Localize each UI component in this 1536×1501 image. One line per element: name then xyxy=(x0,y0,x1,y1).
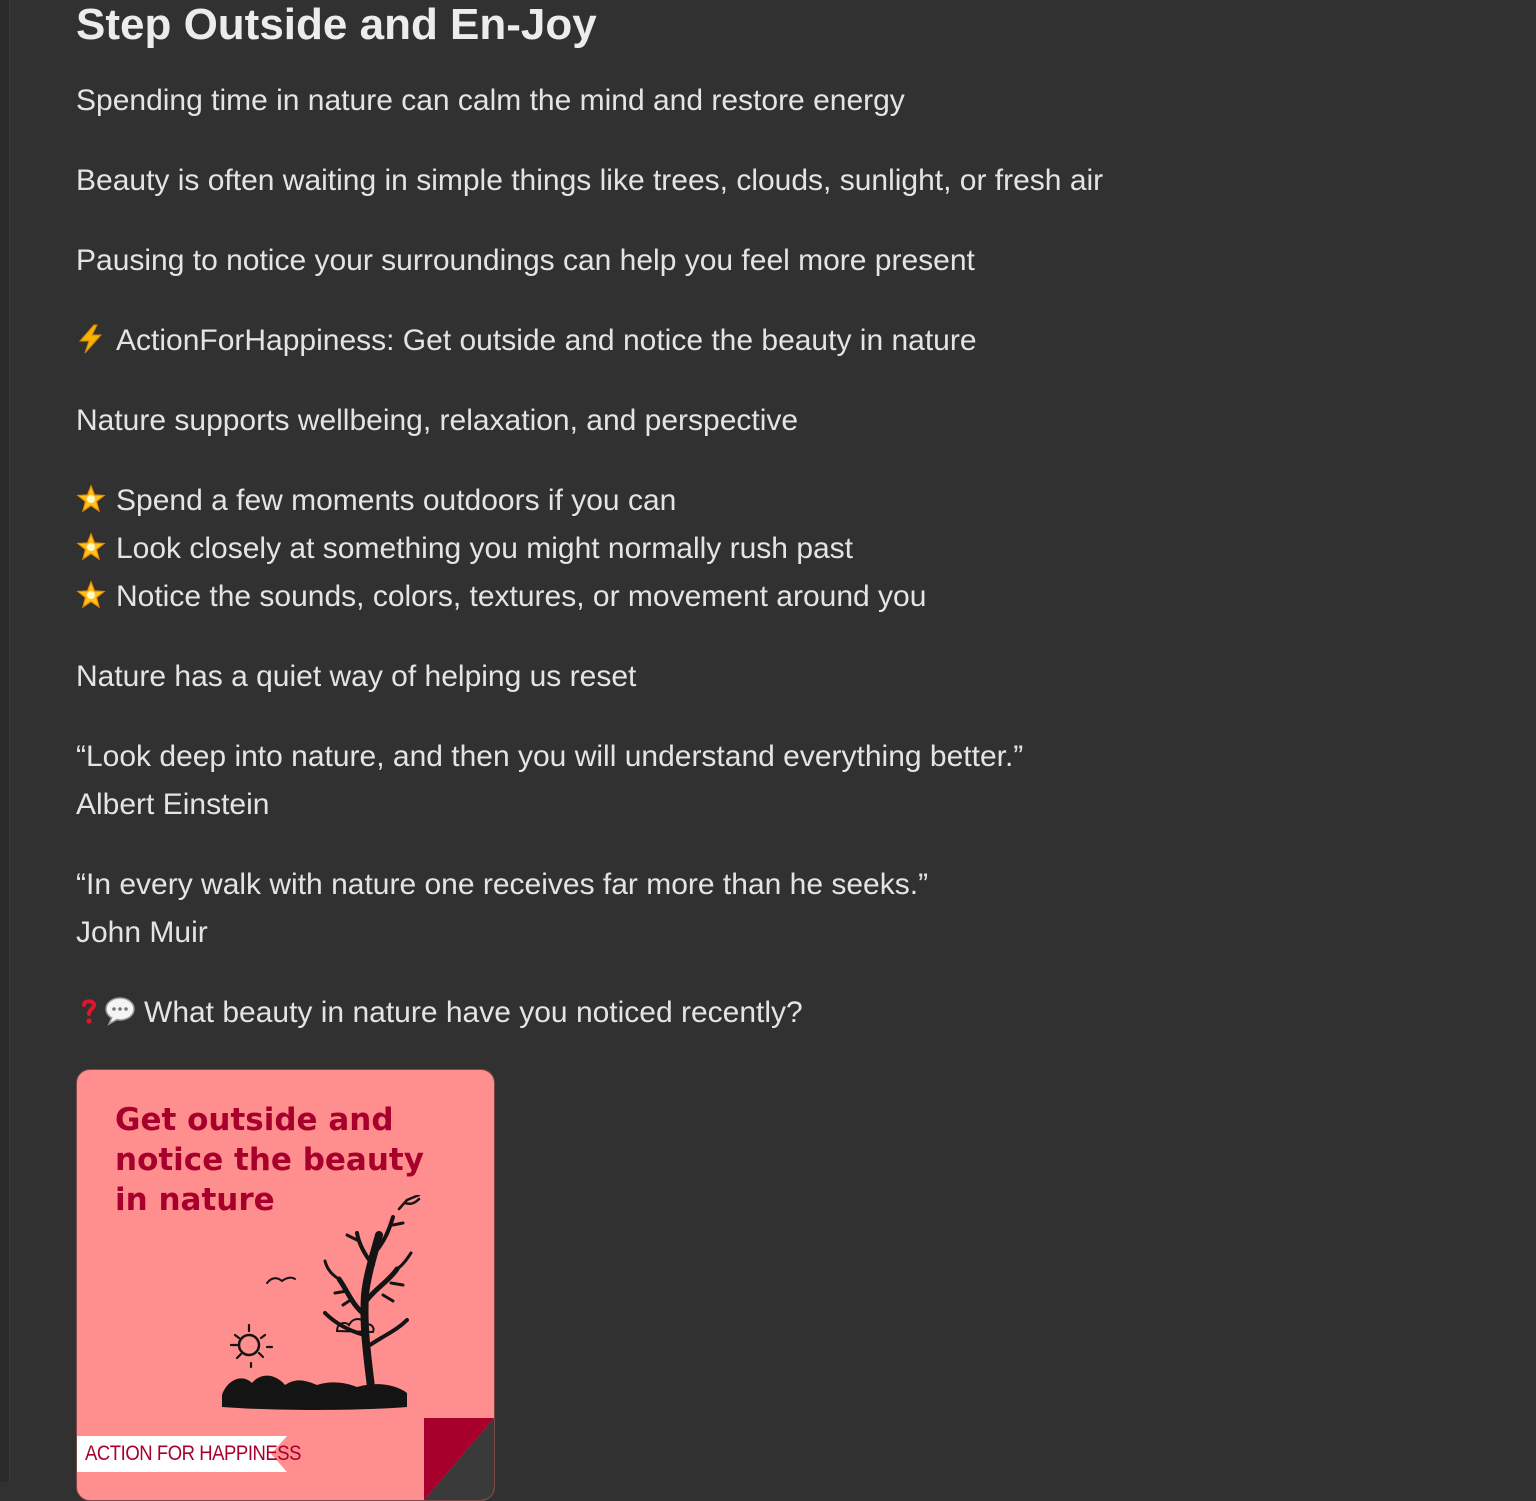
page-curl-icon xyxy=(424,1418,494,1500)
quote-2-text: “In every walk with nature one receives far more than he seeks.” xyxy=(76,868,929,901)
post-title: Step Outside and En-Joy xyxy=(76,0,597,49)
glowing-star-icon xyxy=(76,484,106,514)
quote-1-text: “Look deep into nature, and then you will understand everything better.” xyxy=(76,740,1024,773)
brand-label: ACTION FOR HAPPINESS xyxy=(85,1442,302,1465)
speech-balloon-icon xyxy=(104,996,134,1026)
red-question-mark-icon xyxy=(76,996,102,1026)
benefit-line: Nature supports wellbeing, relaxation, and perspective xyxy=(76,404,799,437)
intro-line-3: Pausing to notice your surroundings can help you feel more present xyxy=(76,244,975,277)
intro-line-1: Spending time in nature can calm the mind and restore energy xyxy=(76,84,905,117)
reset-line: Nature has a quiet way of helping us reset xyxy=(76,660,637,693)
glowing-star-icon xyxy=(76,532,106,562)
tip-text: Look closely at something you might normally rush past xyxy=(116,532,854,565)
quote-2-author: John Muir xyxy=(76,916,208,949)
tip-item xyxy=(76,481,676,521)
action-text: ActionForHappiness: Get outside and notice the beauty in nature xyxy=(116,324,977,357)
action-line xyxy=(76,321,977,361)
tip-item xyxy=(76,529,853,569)
card-heading-line: Get outside and xyxy=(115,1102,394,1138)
tip-text: Notice the sounds, colors, textures, or movement around you xyxy=(116,580,927,613)
question-line xyxy=(76,993,803,1033)
brand-ribbon xyxy=(77,1436,302,1472)
left-rail xyxy=(0,0,10,1482)
card-heading-line: notice the beauty xyxy=(115,1142,424,1178)
action-card-image[interactable] xyxy=(76,1069,495,1501)
tree-illustration-icon xyxy=(207,1195,437,1415)
card-heading-line: in nature xyxy=(115,1182,275,1218)
question-text: What beauty in nature have you noticed recently? xyxy=(144,996,803,1029)
lightning-icon xyxy=(76,324,106,354)
quote-1-author: Albert Einstein xyxy=(76,788,270,821)
tip-text: Spend a few moments outdoors if you can xyxy=(116,484,677,517)
intro-line-2: Beauty is often waiting in simple things like trees, clouds, sunlight, or fresh air xyxy=(76,164,1104,197)
tip-item xyxy=(76,577,926,617)
glowing-star-icon xyxy=(76,580,106,610)
